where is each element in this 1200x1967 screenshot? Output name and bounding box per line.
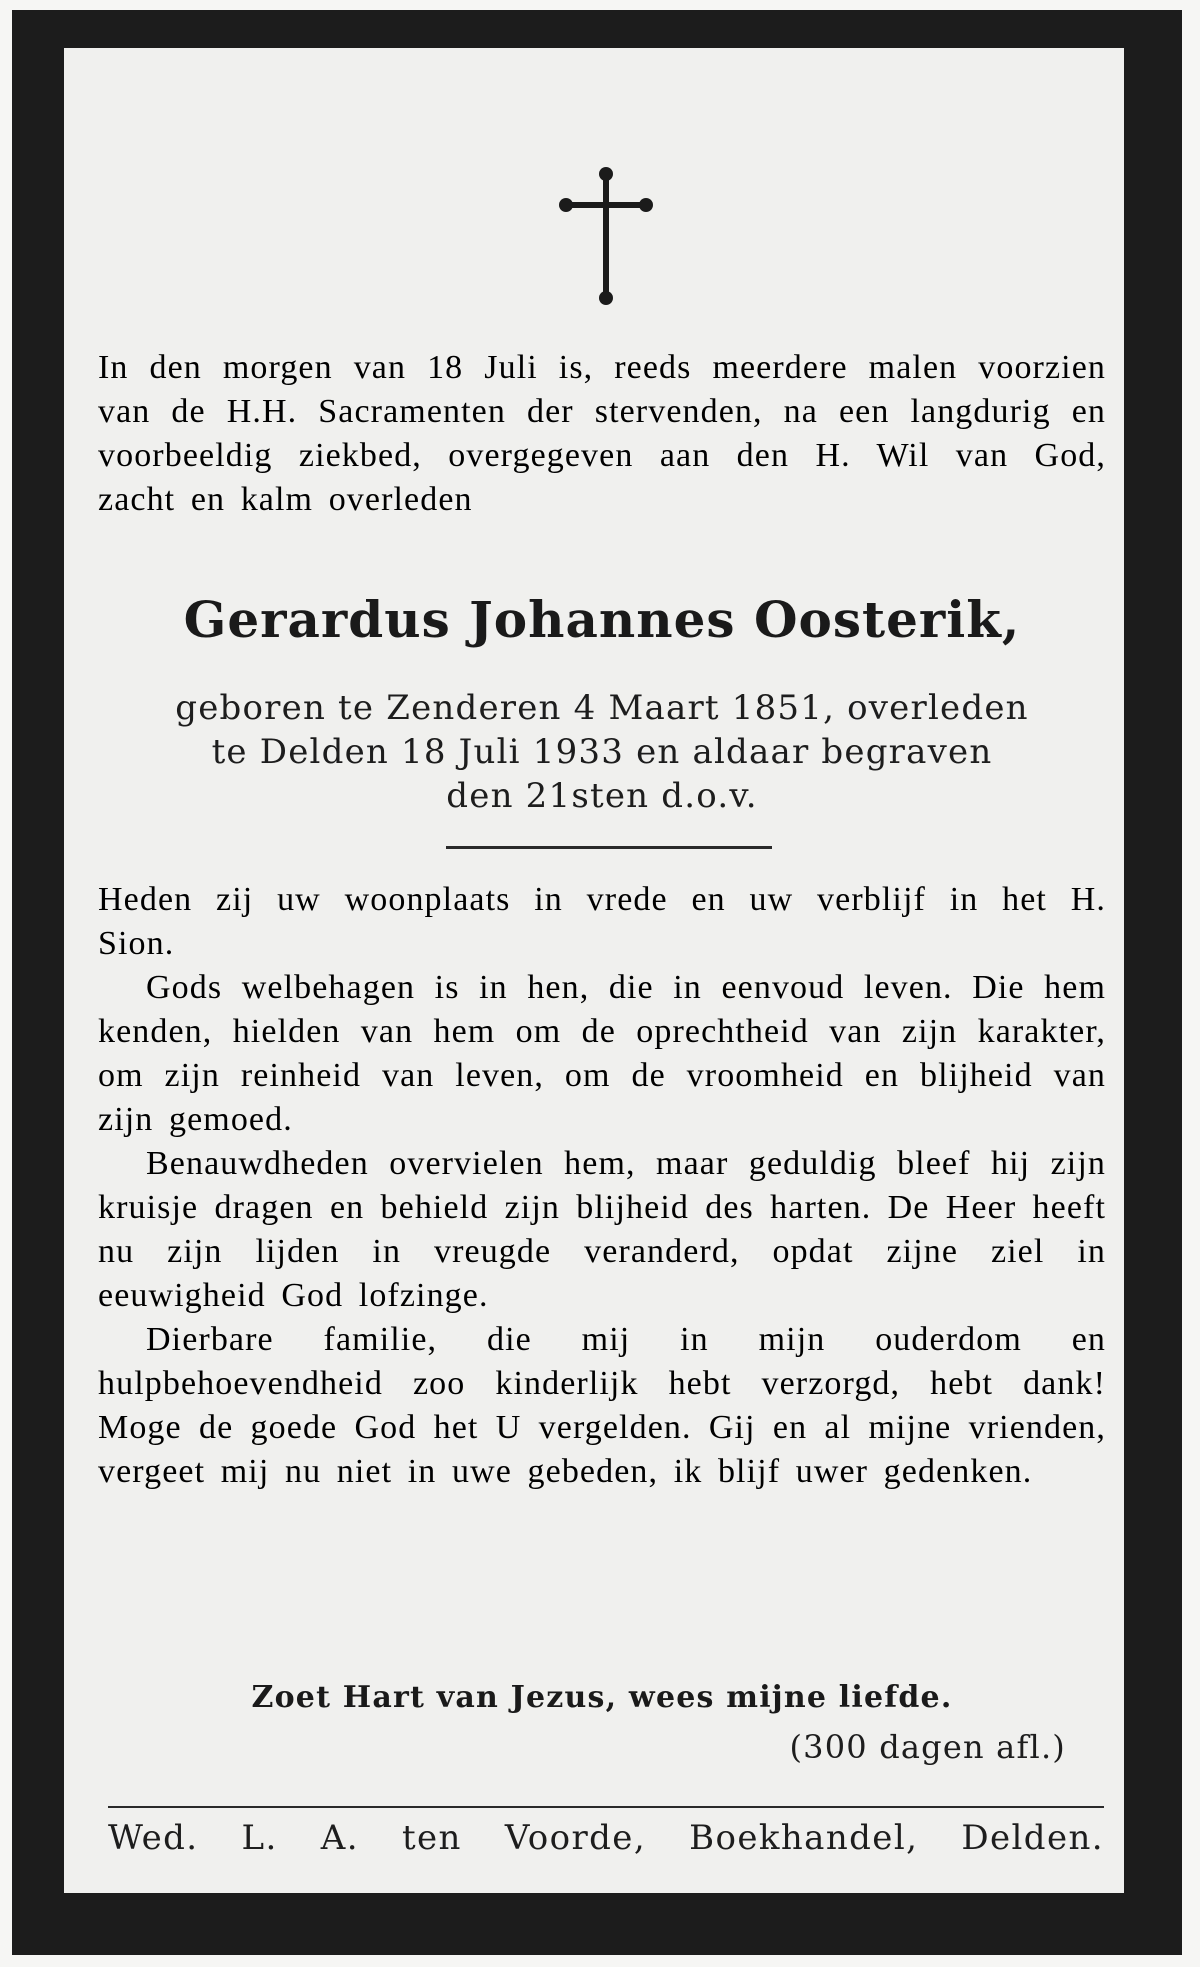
birth-line-3: den 21sten d.o.v. (446, 776, 758, 816)
intro-paragraph: In den morgen van 18 Juli is, reeds meerdere malen voorzien van de H.H. Sacramenten der stervenden, na een langdurig en voorbeeldig ziekbed, overgegeven aan den H. Wil van God, zacht en kalm overleden (98, 349, 1106, 518)
paragraph-3: Benauwdheden overvielen hem, maar geduldig bleef hij zijn kruisje dragen en behield zijn blijheid des harten. De Heer heeft nu zijn lijden in vreugde veranderd, opdat zijne ziel in eeuwigheid God lofzinge. (98, 1145, 1106, 1314)
footer-rule (108, 1806, 1104, 1808)
indulgence-note: (300 dagen afl.) (789, 1728, 1066, 1766)
birth-line-1: geboren te Zenderen 4 Maart 1851, overleden (175, 688, 1029, 728)
paragraph-1: Heden zij uw woonplaats in vrede en uw verblijf in het H. Sion. (98, 881, 1106, 962)
birth-line-2: te Delden 18 Juli 1933 en aldaar begraven (211, 732, 993, 772)
deceased-name: Gerardus Johannes Oosterik, (183, 590, 1021, 649)
section-divider (446, 846, 772, 849)
cross-icon (558, 166, 654, 306)
publisher-line: Wed. L. A. ten Voorde, Boekhandel, Delden. (108, 1818, 1104, 1858)
prayer-line: Zoet Hart van Jezus, wees mijne liefde. (251, 1680, 953, 1715)
memorial-text (98, 878, 1106, 1494)
paragraph-4: Dierbare familie, die mij in mijn ouderdom en hulpbehoevendheid zoo kinderlijk hebt verzorgd, hebt dank! Moge de goede God het U vergelden. Gij en al mijne vrienden, vergeet mij nu niet in uwe gebeden, ik blijf uwer gedenken. (98, 1321, 1106, 1490)
paragraph-2: Gods welbehagen is in hen, die in eenvoud leven. Die hem kenden, hielden van hem om de oprechtheid van zijn karakter, om zijn reinheid van leven, om de vroomheid en blijheid van zijn gemoed. (98, 969, 1106, 1138)
birth-death-details (98, 686, 1106, 818)
